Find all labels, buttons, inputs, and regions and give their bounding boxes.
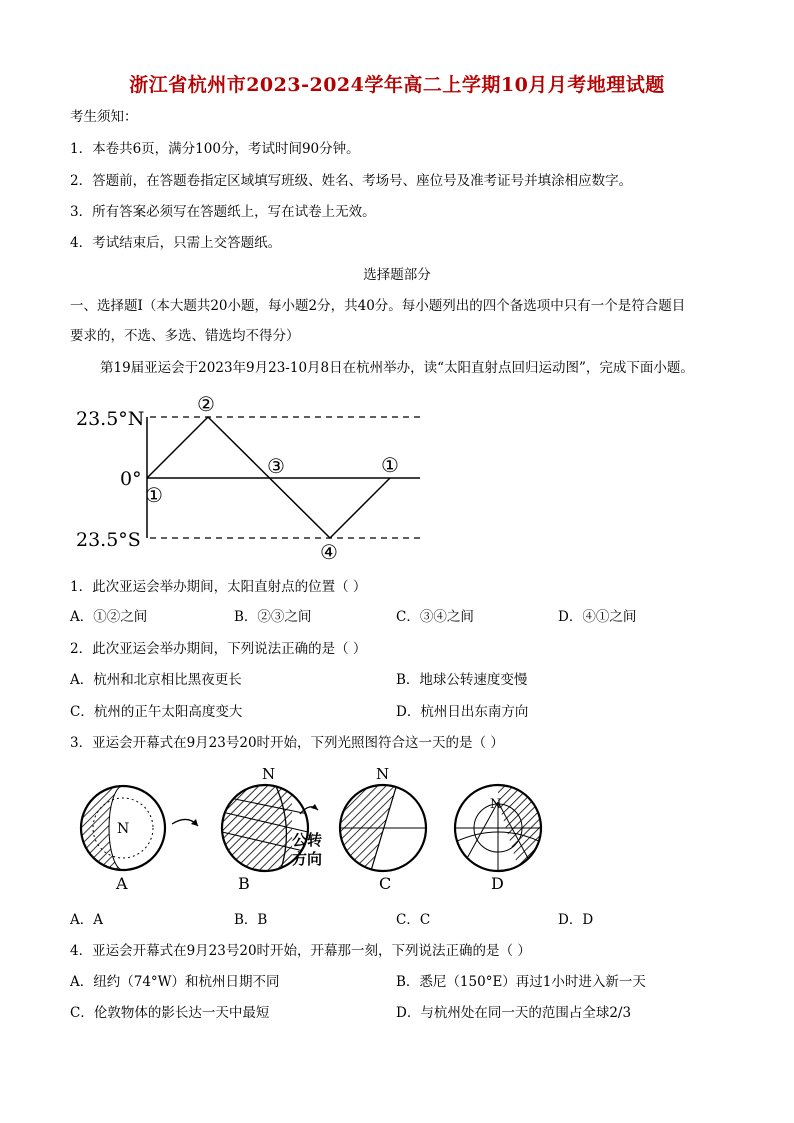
question-2-stem: 2．此次亚运会举办期间，下列说法正确的是（ ） — [70, 641, 367, 657]
marker-4: ④ — [320, 540, 338, 564]
globe-b-label: B — [238, 874, 250, 893]
part-instructions-line1: 一、选择题Ⅰ（本大题共20小题，每小题2分，共40分。每小题列出的四个备选项中只有一个是符合题目 — [70, 298, 686, 314]
notice-item: 4．考试结束后，只需上交答题纸。 — [70, 235, 282, 251]
label-23n: 23.5°N — [76, 408, 145, 430]
question-1-option[interactable]: B．②③之间 — [234, 609, 312, 625]
question-3-option[interactable]: B．B — [234, 912, 268, 928]
marker-2: ② — [197, 392, 215, 416]
north-pole-label: N — [262, 765, 276, 783]
question-4-option[interactable]: A．纽约（74°W）和杭州日期不同 — [70, 974, 280, 990]
question-2-option[interactable]: B．地球公转速度变慢 — [396, 672, 528, 688]
globe-d — [455, 784, 541, 893]
notice-item: 3．所有答案必须写在答题纸上，写在试卷上无效。 — [70, 204, 376, 220]
question-1-option[interactable]: A．①②之间 — [70, 609, 148, 625]
globe-a — [81, 786, 165, 893]
globe-a-label: A — [116, 874, 128, 893]
orbit-direction-label: 公转 — [292, 831, 323, 849]
notice-item: 1．本卷共6页，满分100分，考试时间90分钟。 — [70, 141, 360, 157]
north-pole-label: N — [117, 821, 130, 837]
notice-item: 2．答题前，在答题卷指定区域填写班级、姓名、考场号、座位号及准考证号并填涂相应数字。 — [70, 173, 633, 189]
north-pole-label: N — [376, 765, 390, 783]
orbit-direction-label: 方向 — [292, 850, 323, 868]
question-1-option[interactable]: C．③④之间 — [396, 609, 474, 625]
question-2-option[interactable]: A．杭州和北京相比黑夜更长 — [70, 672, 242, 688]
material-intro: 第19届亚运会于2023年9月23-10月8日在杭州举办，读“太阳直射点回归运动图”，完成下面小题。 — [100, 360, 694, 376]
globe-d-label: D — [491, 874, 504, 893]
question-3-option[interactable]: C．C — [396, 912, 431, 928]
notice-heading: 考生须知： — [70, 109, 138, 125]
marker-1-end: ① — [381, 453, 399, 477]
question-2-option[interactable]: C．杭州的正午太阳高度变大 — [70, 704, 243, 720]
question-2-option[interactable]: D．杭州日出东南方向 — [396, 704, 529, 720]
question-3-stem: 3．亚运会开幕式在9月23号20时开始，下列光照图符合这一天的是（ ） — [70, 735, 504, 751]
marker-3: ③ — [267, 454, 285, 478]
label-23s: 23.5°S — [76, 529, 141, 551]
question-4-option[interactable]: D．与杭州处在同一天的范围占全球2/3 — [396, 1005, 632, 1021]
question-3-option[interactable]: D．D — [558, 912, 594, 928]
question-4-option[interactable]: B．悉尼（150°E）再过1小时进入新一天 — [396, 974, 646, 990]
question-1-stem: 1．此次亚运会举办期间，太阳直射点的位置（ ） — [70, 579, 367, 595]
question-1-option[interactable]: D．④①之间 — [558, 609, 637, 625]
globe-c-label: C — [379, 874, 392, 893]
part-instructions-line2: 要求的，不选、多选、错选均不得分） — [70, 328, 300, 344]
page-title: 浙江省杭州市2023-2024学年高二上学期10月月考地理试题 — [129, 74, 665, 96]
sun-migration-figure — [70, 390, 440, 570]
marker-1-start: ① — [145, 483, 163, 507]
illumination-figure — [70, 762, 550, 897]
question-4-stem: 4．亚运会开幕式在9月23号20时开始，开幕那一刻，下列说法正确的是（ ） — [70, 943, 531, 959]
globe-b — [220, 765, 308, 893]
globe-c — [340, 765, 426, 893]
question-4-option[interactable]: C．伦敦物体的影长达一天中最短 — [70, 1005, 270, 1021]
label-equator: 0° — [120, 468, 142, 490]
north-pole-label: N — [490, 797, 502, 812]
question-3-option[interactable]: A．A — [70, 912, 103, 928]
section-title: 选择题部分 — [363, 267, 431, 283]
